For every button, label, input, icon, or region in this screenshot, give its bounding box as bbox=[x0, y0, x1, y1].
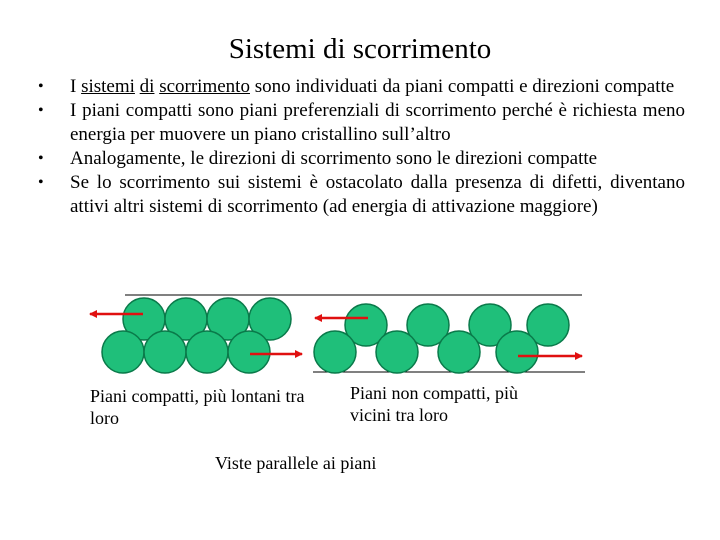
atom-circle bbox=[207, 298, 249, 340]
atom-circle bbox=[376, 331, 418, 373]
bullet-1-word-3: di bbox=[139, 76, 155, 97]
bullet-1-word-2: sistemi bbox=[81, 76, 135, 97]
bullet-dot: • bbox=[38, 102, 44, 119]
bullet-1-word-4: scorrimento bbox=[159, 76, 250, 97]
bullet-1-rest: sono individuati da piani compatti e direzioni compatte bbox=[254, 76, 675, 97]
bullet-dot: • bbox=[38, 174, 44, 191]
bullet-item-4 bbox=[0, 171, 720, 219]
atom-circle bbox=[527, 304, 569, 346]
caption-parallel-views: Viste parallele ai piani bbox=[215, 453, 377, 473]
bullet-item-3 bbox=[0, 147, 720, 171]
atom-circle bbox=[228, 331, 270, 373]
slide-title: Sistemi di scorrimento bbox=[228, 33, 492, 65]
bullet-2-text: I piani compatti sono piani preferenziali di scorrimento perché è richiesta meno energia per muovere un piano cristallino sull’altro bbox=[70, 100, 685, 145]
bullet-list bbox=[0, 75, 720, 219]
caption-non-close-packed bbox=[350, 382, 550, 426]
bullet-4-text: Se lo scorrimento sui sistemi è ostacolato dalla presenza di difetti, diventano attivi altri sistemi di scorrimento (ad energia di attivazione maggiore) bbox=[70, 172, 685, 217]
atom-circle bbox=[438, 331, 480, 373]
atom-circle bbox=[144, 331, 186, 373]
atom-circle bbox=[407, 304, 449, 346]
bullet-dot: • bbox=[38, 150, 44, 167]
atom-circle bbox=[102, 331, 144, 373]
atom-circle bbox=[496, 331, 538, 373]
bullet-3-text: Analogamente, le direzioni di scorrimento sono le direzioni compatte bbox=[70, 148, 598, 169]
bullet-1-word-1: I bbox=[70, 76, 77, 97]
bullet-dot: • bbox=[38, 78, 44, 95]
caption-close-packed-text: Piani compatti, più lontani tra loro bbox=[90, 386, 305, 428]
atom-circle bbox=[186, 331, 228, 373]
atom-circle bbox=[165, 298, 207, 340]
caption-non-close-packed-text: Piani non compatti, più vicini tra loro bbox=[350, 383, 518, 425]
bullet-item-2 bbox=[0, 99, 720, 147]
atom-circle bbox=[123, 298, 165, 340]
caption-close-packed bbox=[90, 385, 305, 429]
bullet-item-1 bbox=[0, 75, 720, 99]
atom-circle bbox=[314, 331, 356, 373]
atom-circle bbox=[345, 304, 387, 346]
atom-circle bbox=[469, 304, 511, 346]
atom-circle bbox=[249, 298, 291, 340]
